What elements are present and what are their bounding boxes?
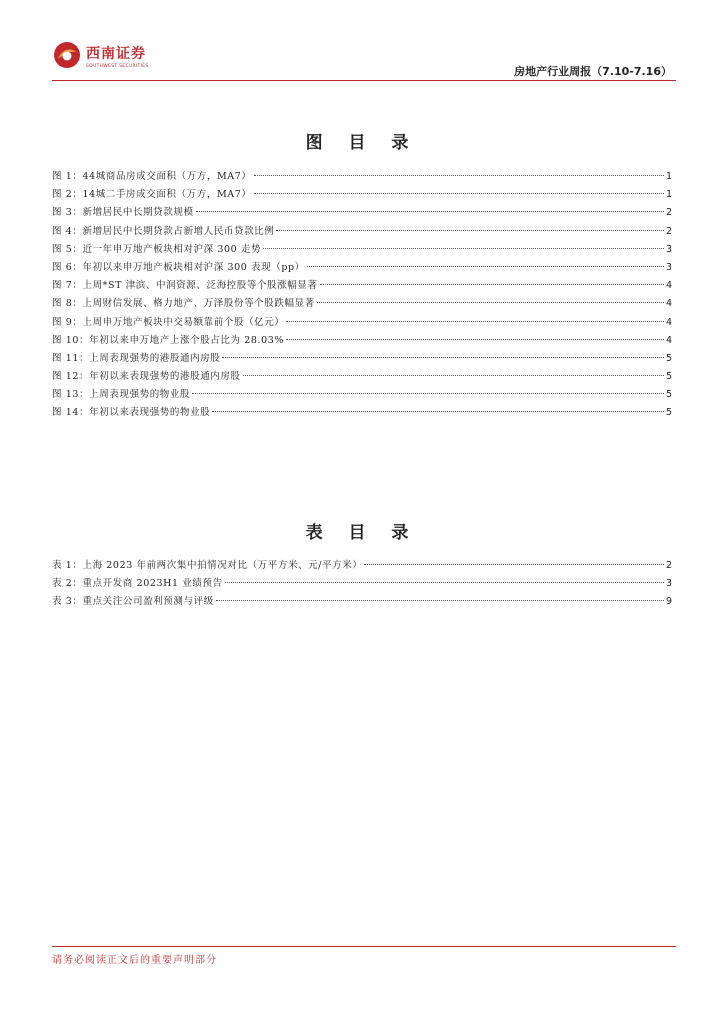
toc-entry-label: 图 7：上周*ST 津滨、中润资源、泛海控股等个股涨幅显著 (52, 280, 318, 292)
toc-entry[interactable] (52, 314, 672, 332)
toc-entry[interactable] (52, 557, 672, 575)
page-header (52, 38, 676, 82)
header-divider (52, 80, 676, 81)
toc-entry-label: 表 3：重点关注公司盈利预测与评级 (52, 596, 214, 608)
toc-entry-label: 表 2：重点开发商 2023H1 业绩预告 (52, 578, 223, 590)
toc-entry-page: 4 (665, 280, 672, 292)
toc-entry[interactable] (52, 168, 672, 186)
toc-entry-label: 图 6：年初以来申万地产板块相对沪深 300 表现（pp） (52, 261, 305, 273)
toc-leader-dots (212, 411, 664, 412)
logo-emblem-icon (52, 40, 82, 70)
toc-leader-dots (222, 357, 664, 358)
toc-leader-dots (286, 339, 664, 340)
figures-toc-list (52, 168, 672, 423)
toc-leader-dots (320, 284, 664, 285)
toc-entry[interactable] (52, 277, 672, 295)
toc-entry-page: 3 (665, 261, 672, 273)
toc-entry-page: 5 (665, 389, 672, 401)
toc-leader-dots (317, 302, 664, 303)
toc-entry-page: 1 (665, 189, 672, 201)
toc-entry[interactable] (52, 350, 672, 368)
toc-entry-label: 图 4：新增居民中长期贷款占新增人民币贷款比例 (52, 225, 275, 237)
toc-entry[interactable] (52, 186, 672, 204)
toc-leader-dots (243, 375, 664, 376)
toc-entry-label: 图 13：上周表现强势的物业股 (52, 389, 191, 401)
toc-entry-label: 图 14：年初以来表现强势的物业股 (52, 407, 211, 419)
tables-toc-heading: 表 目 录 (305, 523, 419, 543)
toc-entry-page: 2 (665, 560, 672, 571)
toc-entry-label: 图 3：新增居民中长期贷款规模 (52, 207, 194, 219)
toc-entry[interactable] (52, 295, 672, 313)
toc-entry-page: 5 (665, 407, 672, 419)
toc-entry[interactable] (52, 368, 672, 386)
toc-leader-dots (307, 266, 664, 267)
toc-entry[interactable] (52, 241, 672, 259)
toc-entry[interactable] (52, 404, 672, 422)
toc-entry[interactable] (52, 386, 672, 404)
toc-entry[interactable] (52, 575, 672, 593)
toc-entry-page: 3 (665, 243, 672, 255)
toc-entry-page: 4 (665, 298, 672, 310)
toc-entry-label: 图 5：近一年申万地产板块相对沪深 300 走势 (52, 243, 262, 255)
toc-entry[interactable] (52, 223, 672, 241)
toc-entry-label: 图 1：44城商品房成交面积（万方，MA7） (52, 171, 252, 182)
toc-leader-dots (254, 193, 664, 194)
toc-entry[interactable] (52, 259, 672, 277)
company-logo (52, 40, 162, 76)
toc-entry-page: 9 (665, 596, 672, 608)
toc-entry-page: 2 (665, 225, 672, 237)
toc-entry-page: 1 (665, 171, 672, 182)
toc-entry-label: 表 1：上海 2023 年前两次集中拍情况对比（万平方米、元/平方米） (52, 560, 363, 571)
toc-leader-dots (263, 248, 664, 249)
toc-entry-page: 3 (665, 578, 672, 590)
toc-leader-dots (225, 582, 664, 583)
tables-toc-list (52, 557, 672, 612)
report-title: 房地产行业周报（7.10-7.16） (514, 65, 672, 78)
logo-chinese-name: 西南证券 (86, 46, 146, 62)
toc-entry-label: 图 11：上周表现强势的港股通内房股 (52, 352, 221, 364)
toc-entry[interactable] (52, 593, 672, 611)
toc-leader-dots (254, 175, 664, 176)
toc-entry-label: 图 8：上周财信发展、格力地产、万泽股份等个股跌幅显著 (52, 298, 315, 310)
toc-entry-page: 4 (665, 334, 672, 346)
toc-leader-dots (276, 230, 664, 231)
toc-leader-dots (192, 393, 664, 394)
footer-disclaimer: 请务必阅读正文后的重要声明部分 (52, 955, 217, 966)
toc-leader-dots (196, 211, 664, 212)
toc-leader-dots (364, 564, 663, 565)
toc-entry-page: 5 (665, 371, 672, 383)
toc-leader-dots (216, 600, 664, 601)
toc-entry-label: 图 2：14城二手房成交面积（万方，MA7） (52, 189, 252, 201)
toc-entry[interactable] (52, 204, 672, 222)
toc-entry-label: 图 12：年初以来表现强势的港股通内房股 (52, 371, 241, 383)
logo-english-name: SOUTHWEST SECURITIES (86, 64, 149, 69)
toc-entry-page: 5 (665, 352, 672, 364)
toc-entry-label: 图 9：上周申万地产板块中交易额靠前个股（亿元） (52, 316, 285, 328)
toc-entry-label: 图 10：年初以来申万地产上涨个股占比为 28.03% (52, 334, 285, 346)
toc-leader-dots (286, 321, 663, 322)
toc-entry[interactable] (52, 332, 672, 350)
toc-entry-page: 2 (665, 207, 672, 219)
figures-toc-heading: 图 目 录 (305, 133, 419, 153)
toc-entry-page: 4 (665, 316, 672, 328)
footer-divider (52, 946, 676, 947)
